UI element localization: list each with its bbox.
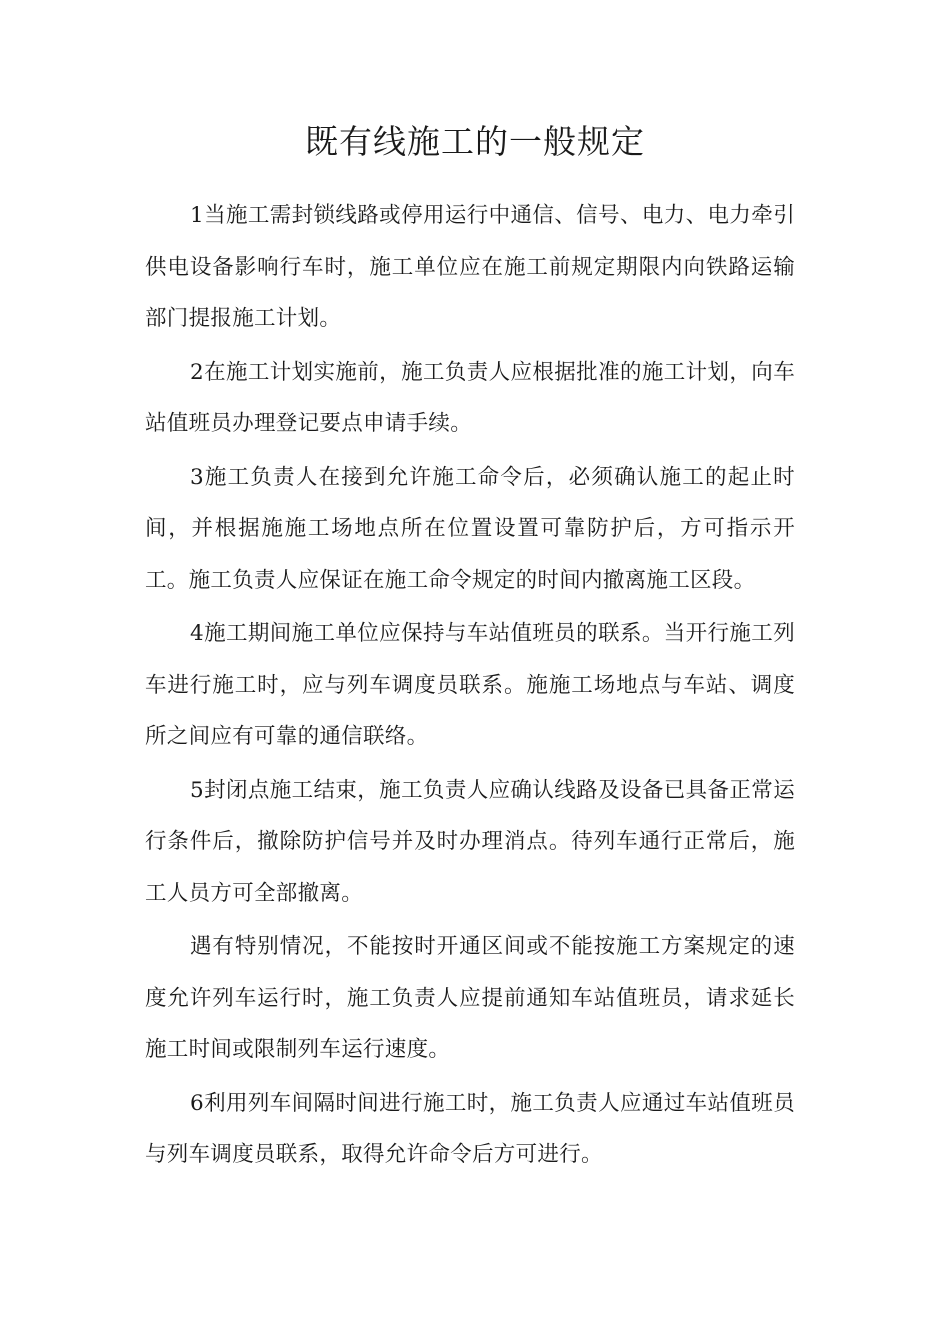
paragraph-5: 5封闭点施工结束，施工负责人应确认线路及设备已具备正常运行条件后，撤除防护信号并及时办理消点。待列车通行正常后，施工人员方可全部撤离。: [145, 777, 795, 906]
paragraph-3: 3施工负责人在接到允许施工命令后，必须确认施工的起止时间，并根据施施工场地点所在位置设置可靠防护后，方可指示开工。施工负责人应保证在施工命令规定的时间内撤离施工区段。: [145, 464, 795, 593]
document-title: 既有线施工的一般规定: [305, 122, 645, 161]
paragraph-special-cases: 遇有特别情况，不能按时开通区间或不能按施工方案规定的速度允许列车运行时，施工负责人应提前通知车站值班员，请求延长施工时间或限制列车运行速度。: [145, 934, 795, 1062]
paragraph-4: 4施工期间施工单位应保持与车站值班员的联系。当开行施工列车进行施工时，应与列车调度员联系。施施工场地点与车站、调度所之间应有可靠的通信联络。: [145, 621, 795, 749]
paragraph-1: 1当施工需封锁线路或停用运行中通信、信号、电力、电力牵引供电设备影响行车时，施工单位应在施工前规定期限内向铁路运输部门提报施工计划。: [145, 203, 795, 331]
document-body: [145, 190, 795, 1183]
paragraph-6: 6利用列车间隔时间进行施工时，施工负责人应通过车站值班员与列车调度员联系，取得允许命令后方可进行。: [145, 1090, 795, 1167]
paragraph-2: 2在施工计划实施前，施工负责人应根据批准的施工计划，向车站值班员办理登记要点申请手续。: [145, 359, 795, 436]
